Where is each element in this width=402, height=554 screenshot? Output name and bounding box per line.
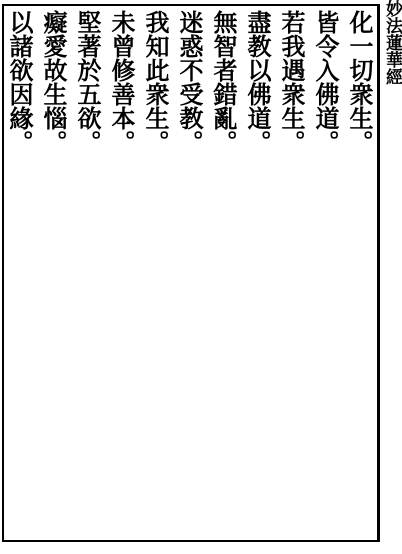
verse-column <box>104 6 240 536</box>
verse-line: 無智者錯亂。 <box>209 10 238 154</box>
verse-column <box>240 6 376 536</box>
verse-line <box>0 10 2 530</box>
verse-column <box>0 6 104 536</box>
verse-line: 以諸欲因緣。 <box>5 10 34 154</box>
verse-line: 堅著於五欲。 <box>73 10 102 154</box>
verse-line: 未曾修善本。 <box>107 10 136 154</box>
verse-line: 盡教以佛道。 <box>243 10 272 154</box>
verse-line: 迷惑不受教。 <box>175 10 204 154</box>
verse-line: 皆令入佛道。 <box>311 10 340 154</box>
verse-line: 化一切衆生。 <box>345 10 374 154</box>
verse-text-area <box>6 6 376 536</box>
verse-line: 我知此衆生。 <box>141 10 170 154</box>
running-header: 妙法蓮華經 <box>382 0 402 85</box>
verse-line: 若我遇衆生。 <box>277 10 306 154</box>
verse-line: 癡愛故生惱。 <box>39 10 68 154</box>
